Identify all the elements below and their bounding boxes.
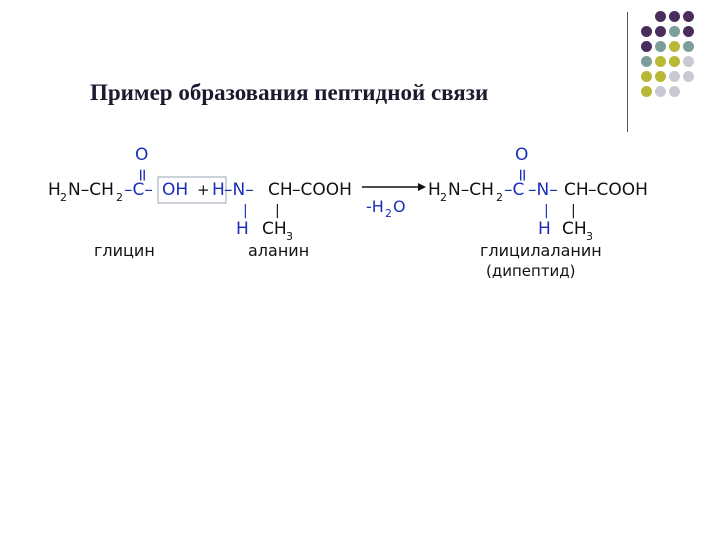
decorative-dot bbox=[683, 56, 694, 67]
alanine-ch: CH bbox=[268, 180, 293, 200]
alanine-formula bbox=[212, 180, 352, 260]
product-name: глицилаланин bbox=[480, 241, 602, 260]
product-n-bond: | bbox=[544, 203, 549, 219]
glycine-carbonyl-o: O bbox=[135, 145, 149, 165]
product-carbonyl-c: –C bbox=[504, 180, 525, 200]
water-elimination-label bbox=[366, 197, 406, 220]
decorative-dot bbox=[669, 41, 680, 52]
decorative-dot bbox=[655, 11, 666, 22]
alanine-subscript-3: 3 bbox=[286, 230, 293, 243]
product-ch-bond: | bbox=[571, 203, 576, 219]
alanine-name: аланин bbox=[248, 241, 310, 260]
plus-sign: + bbox=[197, 181, 210, 199]
decorative-dot bbox=[683, 41, 694, 52]
product-carbonyl-o: O bbox=[515, 145, 529, 165]
glycine-formula bbox=[48, 145, 226, 260]
glycine-subscript-2: 2 bbox=[60, 191, 67, 204]
product-subscript-2: 2 bbox=[440, 191, 447, 204]
glycine-h: H bbox=[48, 180, 61, 200]
peptide-reaction-diagram bbox=[48, 140, 660, 280]
glycine-carbonyl-c: –C– bbox=[124, 180, 153, 200]
decorative-dot bbox=[669, 11, 680, 22]
glycine-subscript-2b: 2 bbox=[116, 191, 123, 204]
glycine-name: глицин bbox=[94, 241, 155, 260]
product-subscript-3: 3 bbox=[586, 230, 593, 243]
decorative-dot bbox=[641, 56, 652, 67]
alanine-n: –N– bbox=[224, 180, 254, 200]
decorative-dot-grid bbox=[0, 0, 720, 140]
decorative-dot bbox=[641, 71, 652, 82]
product-peptide-n: –N– bbox=[528, 180, 558, 200]
decorative-dot bbox=[655, 56, 666, 67]
product-cooh: –COOH bbox=[588, 180, 648, 200]
product-ch3: CH bbox=[562, 219, 587, 239]
water-subscript-2: 2 bbox=[385, 207, 392, 220]
product-n-h: H bbox=[538, 219, 551, 239]
water-o: O bbox=[393, 197, 406, 216]
decorative-dot bbox=[669, 86, 680, 97]
glycine-n-ch: N–CH bbox=[68, 180, 114, 200]
divider-line bbox=[627, 12, 628, 132]
decorative-dot bbox=[655, 41, 666, 52]
alanine-cooh: –COOH bbox=[292, 180, 352, 200]
alanine-ch3: CH bbox=[262, 219, 287, 239]
alanine-n-h: H bbox=[236, 219, 249, 239]
product-h: H bbox=[428, 180, 441, 200]
decorative-dot bbox=[669, 26, 680, 37]
decorative-dot bbox=[655, 26, 666, 37]
product-ch: CH bbox=[564, 180, 589, 200]
minus-h: -H bbox=[366, 197, 384, 216]
decorative-dot bbox=[683, 71, 694, 82]
alanine-h: H bbox=[212, 180, 225, 200]
decorative-dot bbox=[683, 26, 694, 37]
alanine-n-bond: | bbox=[243, 203, 248, 219]
decorative-dot bbox=[655, 71, 666, 82]
alanine-ch-bond: | bbox=[275, 203, 280, 219]
decorative-dot bbox=[641, 86, 652, 97]
decorative-dot bbox=[669, 56, 680, 67]
decorative-dot bbox=[655, 86, 666, 97]
glycine-double-bond: = bbox=[132, 168, 152, 183]
reaction-arrow bbox=[362, 183, 426, 191]
glycine-oh: OH bbox=[162, 180, 189, 200]
product-subscript-2b: 2 bbox=[496, 191, 503, 204]
decorative-dot bbox=[641, 41, 652, 52]
glycylalanine-formula bbox=[428, 145, 648, 280]
decorative-dot bbox=[641, 26, 652, 37]
product-double-bond: = bbox=[512, 168, 532, 183]
decorative-dot bbox=[669, 71, 680, 82]
slide-title: Пример образования пептидной связи bbox=[90, 80, 489, 105]
product-note: (дипептид) bbox=[486, 262, 576, 280]
product-n-ch: N–CH bbox=[448, 180, 494, 200]
decorative-dot bbox=[683, 11, 694, 22]
